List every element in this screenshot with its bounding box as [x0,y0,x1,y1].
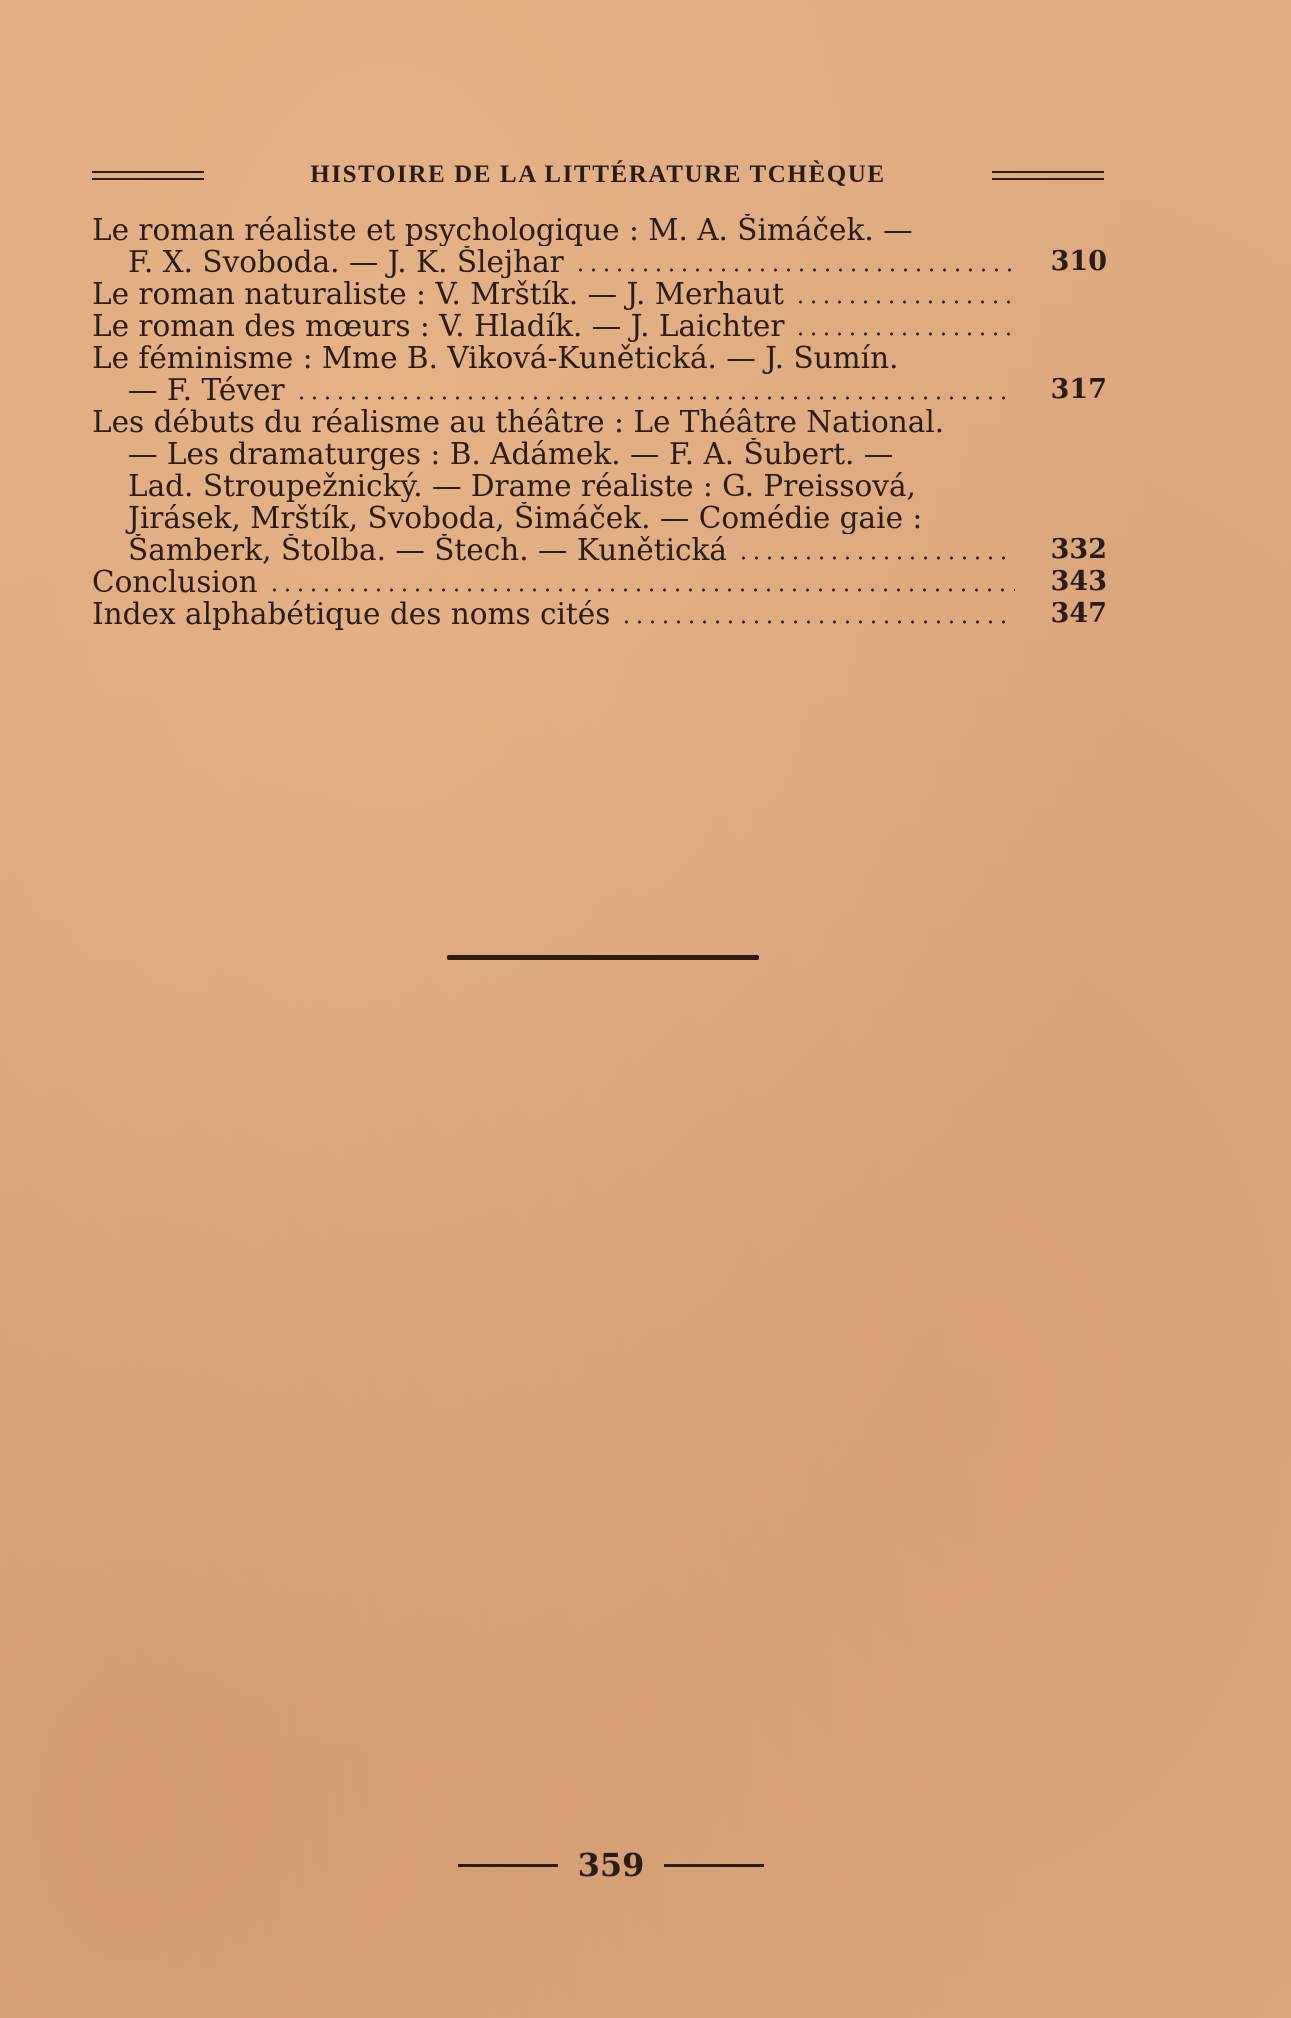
toc-line [92,246,1107,278]
dot-leader [794,300,1015,304]
dot-leader [737,556,1015,560]
toc-line [92,470,1107,502]
toc-page-number: 332 [1050,534,1107,565]
toc-entry-text: Le roman réaliste et psychologique : M. A. Šimáček. — [92,214,913,246]
toc-entry-text: Jirásek, Mrštík, Svoboda, Šimáček. — Comédie gaie : [128,502,923,534]
toc-page-number: 343 [1050,566,1107,597]
toc-line [92,342,1107,374]
toc-entry-text: Le roman des mœurs : V. Hladík. — J. Laichter [92,310,785,342]
toc-entry-text: Le féminisme : Mme B. Viková-Kunětická. — J. Sumín. [92,342,899,374]
dot-leader [620,620,1015,624]
toc-entry-text: Les débuts du réalisme au théâtre : Le Théâtre National. [92,406,945,438]
running-head [92,160,1104,190]
toc-line [92,598,1107,630]
dot-leader [574,268,1015,272]
toc-entry-text: Lad. Stroupežnický. — Drame réaliste : G. Preissová, [128,470,916,502]
running-head-title: HISTOIRE DE LA LITTÉRATURE TCHÈQUE [310,161,886,188]
toc-line [92,502,1107,534]
running-head-left-rule [92,171,204,180]
toc-line [92,438,1107,470]
running-head-right-rule [992,171,1104,180]
dot-leader [794,332,1015,336]
toc-page-number: 317 [1050,374,1107,405]
toc-entry-text: Šamberk, Štolba. — Štech. — Kunětická [128,534,728,566]
toc-entry-text: Conclusion [92,566,258,598]
folio-right-rule [664,1864,764,1867]
toc-entry-text: Le roman naturaliste : V. Mrštík. — J. Merhaut [92,278,785,310]
toc-entry-text: — F. Téver [128,374,285,406]
toc-page-number: 347 [1050,598,1107,629]
dot-leader [268,588,1015,592]
toc-entry-text: — Les dramaturges : B. Adámek. — F. A. Šubert. — [128,438,894,470]
toc-line [92,214,1107,246]
page-folio [458,1845,764,1885]
dot-leader [295,396,1015,400]
toc-line [92,310,1107,342]
table-of-contents [92,214,1107,630]
toc-line [92,534,1107,566]
toc-line [92,374,1107,406]
toc-line [92,278,1107,310]
toc-page-number: 310 [1050,246,1107,277]
page-number: 359 [577,1846,645,1884]
toc-line [92,566,1107,598]
section-divider [447,955,759,960]
toc-entry-text: F. X. Svoboda. — J. K. Šlejhar [128,246,564,278]
toc-line [92,406,1107,438]
toc-entry-text: Index alphabétique des noms cités [92,598,611,630]
folio-left-rule [458,1864,558,1867]
